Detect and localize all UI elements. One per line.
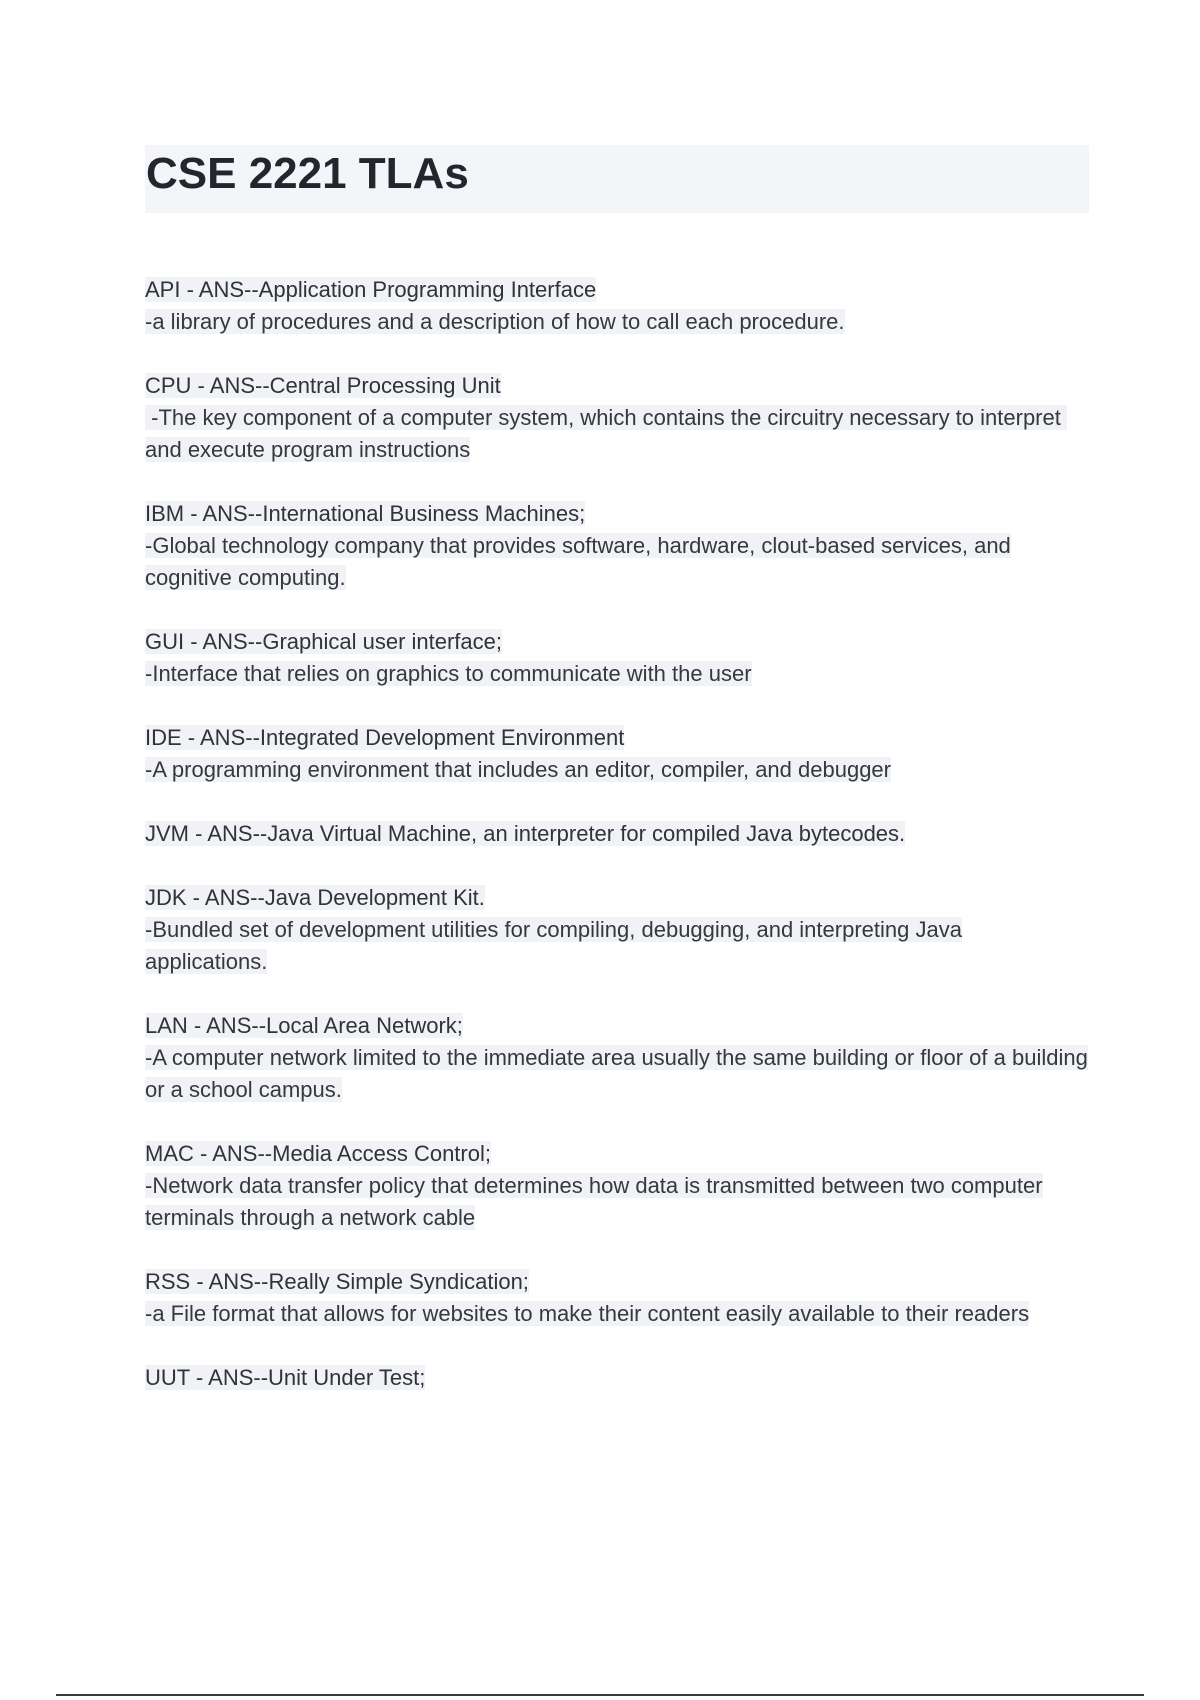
entry-term: IBM - ANS--International Business Machines;: [145, 501, 586, 526]
glossary-entry: [145, 818, 1090, 850]
footer-divider: [56, 1694, 1144, 1696]
entry-definition: -Global technology company that provides software, hardware, clout-based services, and cognitive computing.: [145, 533, 1011, 590]
glossary-list: [145, 274, 1090, 1426]
entry-term: MAC - ANS--Media Access Control;: [145, 1141, 491, 1166]
glossary-entry: [145, 370, 1090, 466]
glossary-entry: [145, 1138, 1090, 1234]
entry-definition: -The key component of a computer system, which contains the circuitry necessary to interpret and execute program instructions: [145, 405, 1067, 462]
entry-term: GUI - ANS--Graphical user interface;: [145, 629, 503, 654]
glossary-entry: [145, 274, 1090, 338]
entry-definition: -A programming environment that includes an editor, compiler, and debugger: [145, 757, 891, 782]
page-title: CSE 2221 TLAs: [146, 149, 469, 198]
entry-term: LAN - ANS--Local Area Network;: [145, 1013, 463, 1038]
entry-definition: -a library of procedures and a description of how to call each procedure.: [145, 309, 845, 334]
entry-term: API - ANS--Application Programming Interface: [145, 277, 597, 302]
entry-term: JVM - ANS--Java Virtual Machine, an interpreter for compiled Java bytecodes.: [145, 821, 906, 846]
entry-term: JDK - ANS--Java Development Kit.: [145, 885, 485, 910]
entry-definition: -Bundled set of development utilities for compiling, debugging, and interpreting Java applications.: [145, 917, 962, 974]
entry-definition: -Network data transfer policy that determines how data is transmitted between two computer terminals through a network cable: [145, 1173, 1043, 1230]
entry-definition: -A computer network limited to the immediate area usually the same building or floor of a building or a school campus.: [145, 1045, 1088, 1102]
entry-term: RSS - ANS--Really Simple Syndication;: [145, 1269, 529, 1294]
entry-term: UUT - ANS--Unit Under Test;: [145, 1365, 426, 1390]
entry-term: IDE - ANS--Integrated Development Environment: [145, 725, 625, 750]
glossary-entry: [145, 498, 1090, 594]
entry-term: CPU - ANS--Central Processing Unit: [145, 373, 501, 398]
entry-definition: -a File format that allows for websites to make their content easily available to their readers: [145, 1301, 1030, 1326]
glossary-entry: [145, 1010, 1090, 1106]
glossary-entry: [145, 1266, 1090, 1330]
entry-definition: -Interface that relies on graphics to communicate with the user: [145, 661, 752, 686]
glossary-entry: [145, 626, 1090, 690]
glossary-entry: [145, 722, 1090, 786]
glossary-entry: [145, 1362, 1090, 1394]
glossary-entry: [145, 882, 1090, 978]
